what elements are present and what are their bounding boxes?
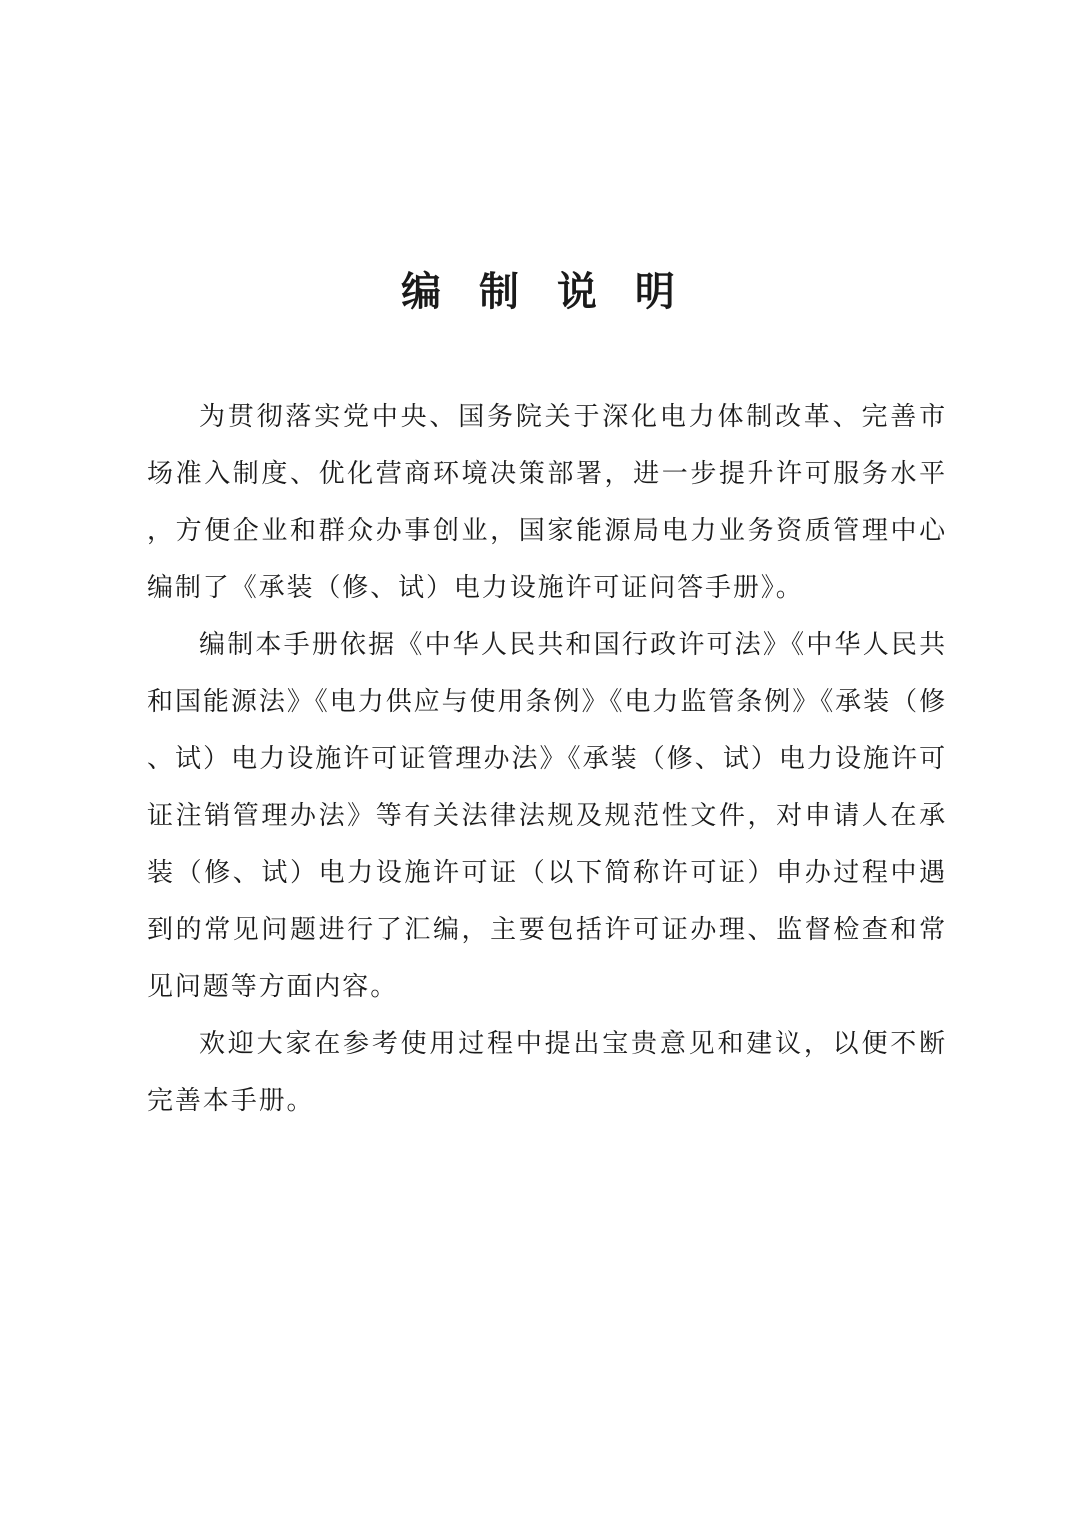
paragraph-purpose: 为贯彻落实党中央、国务院关于深化电力体制改革、完善市场准入制度、优化营商环境决策部署，进一步提升许可服务水平，方便企业和群众办事创业，国家能源局电力业务资质管理中心编制了《承装（修、试）电力设施许可证问答手册》。 [147, 402, 947, 603]
document-title: 编 制 说 明 [401, 268, 687, 315]
paragraph-feedback: 欢迎大家在参考使用过程中提出宝贵意见和建议，以便不断完善本手册。 [147, 1029, 947, 1116]
paragraph-legal-basis: 编制本手册依据《中华人民共和国行政许可法》《中华人民共和国能源法》《电力供应与使用条例》《电力监管条例》《承装（修、试）电力设施许可证管理办法》《承装（修、试）电力设施许可证注销管理办法》等有关法律法规及规范性文件，对申请人在承装（修、试）电力设施许可证（以下简称许可证）申办过程中遇到的常见问题进行了汇编，主要包括许可证办理、监督检查和常见问题等方面内容。 [147, 630, 947, 1002]
document-body [147, 389, 947, 1130]
